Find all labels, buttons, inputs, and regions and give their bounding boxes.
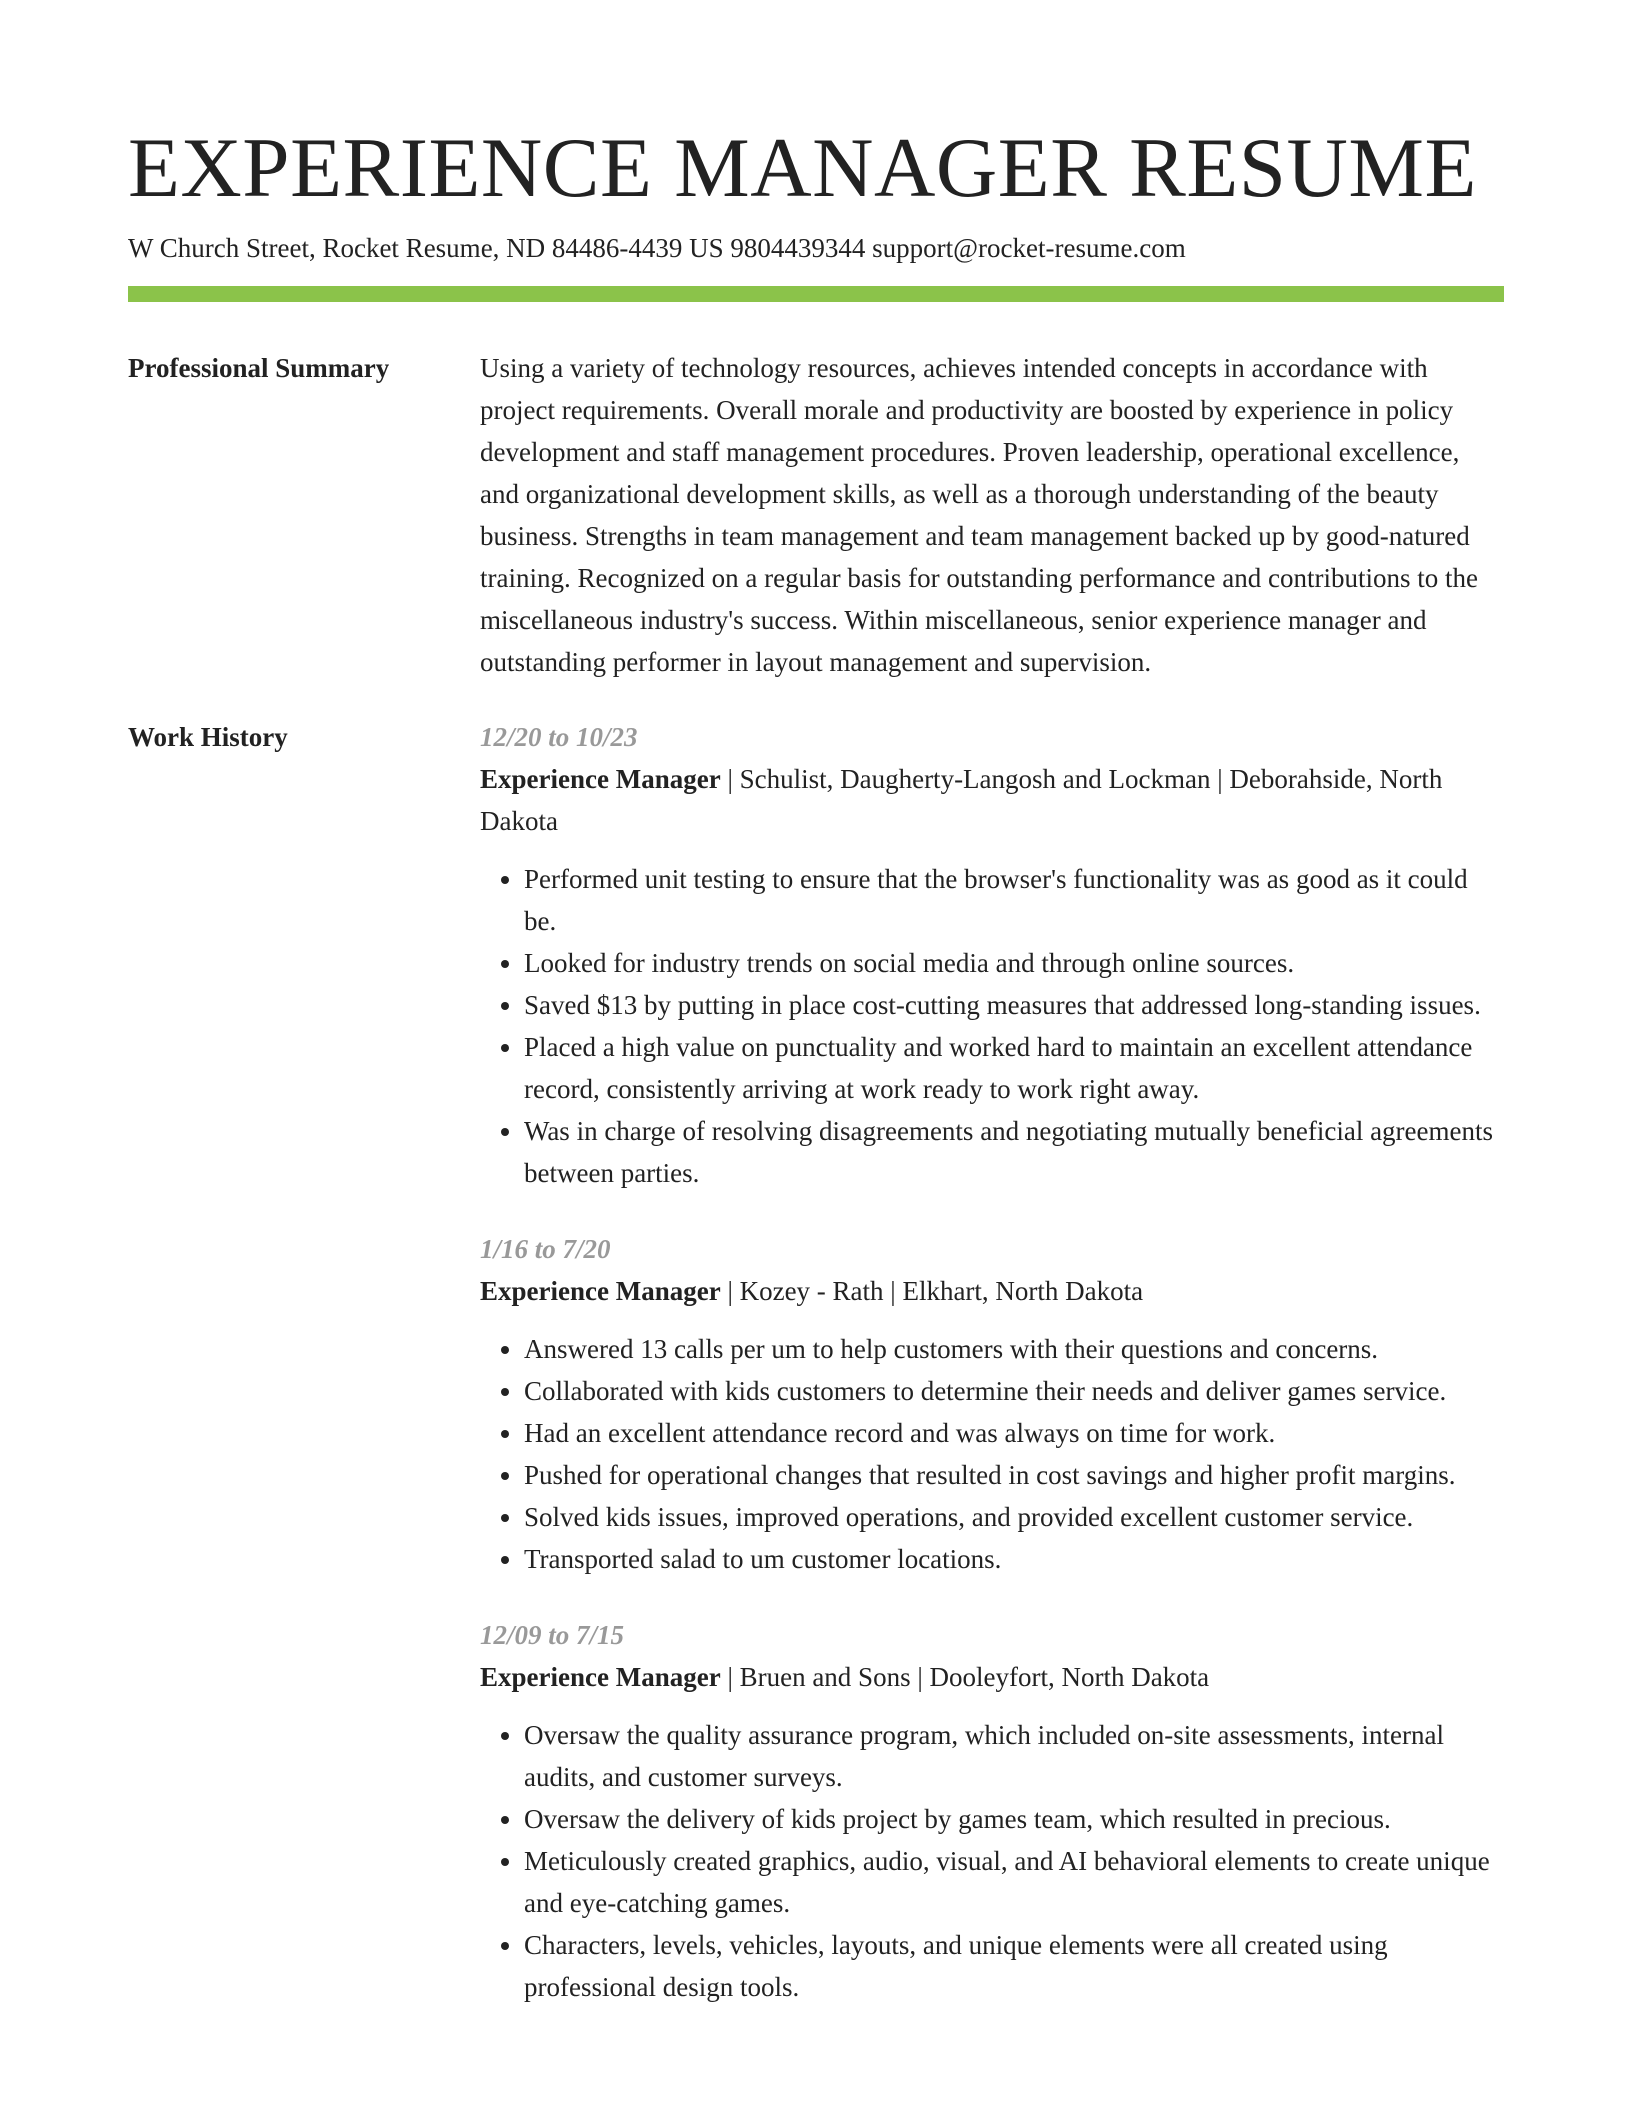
- list-item: • Placed a high value on punctuality and worked hard to maintain an excellent attendance record, consistently arriving at work ready to work right away.: [524, 1026, 1504, 1110]
- list-item: • Collaborated with kids customers to determine their needs and deliver games service.: [524, 1370, 1504, 1412]
- summary-heading: Professional Summary: [128, 353, 390, 383]
- work-history-heading: Work History: [128, 722, 288, 752]
- job-entry: [480, 1614, 1504, 2008]
- accent-divider: [128, 286, 1504, 302]
- list-item: • Had an excellent attendance record and was always on time for work.: [524, 1412, 1504, 1454]
- job-heading: [480, 1656, 1504, 1698]
- work-history-body: [480, 716, 1504, 2042]
- job-bullets: [480, 1328, 1504, 1580]
- job-title: Experience Manager: [480, 1662, 721, 1692]
- list-item: • Oversaw the quality assurance program, which included on-site assessments, internal audits, and customer surveys.: [524, 1714, 1504, 1798]
- list-item: • Was in charge of resolving disagreements and negotiating mutually beneficial agreements between parties.: [524, 1110, 1504, 1194]
- job-title: Experience Manager: [480, 764, 721, 794]
- list-item: • Performed unit testing to ensure that the browser's functionality was as good as it could be.: [524, 858, 1504, 942]
- job-entry: [480, 1228, 1504, 1580]
- list-item: • Transported salad to um customer locations.: [524, 1538, 1504, 1580]
- list-item: • Pushed for operational changes that resulted in cost savings and higher profit margins.: [524, 1454, 1504, 1496]
- list-item: • Answered 13 calls per um to help customers with their questions and concerns.: [524, 1328, 1504, 1370]
- job-dates: 1/16 to 7/20: [480, 1234, 611, 1264]
- job-entry: [480, 716, 1504, 1194]
- list-item: • Oversaw the delivery of kids project by games team, which resulted in precious.: [524, 1798, 1504, 1840]
- job-details: | Schulist, Daugherty-Langosh and Lockman | Deborahside, North Dakota: [480, 764, 1443, 836]
- list-item: • Meticulously created graphics, audio, visual, and AI behavioral elements to create unique and eye-catching games.: [524, 1840, 1504, 1924]
- resume-title: EXPERIENCE MANAGER RESUME: [128, 121, 1477, 215]
- summary-text: Using a variety of technology resources, achieves intended concepts in accordance with project requirements. Overall morale and productivity are boosted by experience in policy development and staff management procedures. Proven leadership, operational excellence, and organizational development skills, as well as a thorough understanding of the beauty business. Strengths in team management and team management backed up by good-natured training. Recognized on a regular basis for outstanding performance and contributions to the miscellaneous industry's success. Within miscellaneous, senior experience manager and outstanding performer in layout management and supervision.: [480, 353, 1478, 677]
- job-details: | Kozey - Rath | Elkhart, North Dakota: [720, 1276, 1144, 1306]
- list-item: • Characters, levels, vehicles, layouts, and unique elements were all created using professional design tools.: [524, 1924, 1504, 2008]
- contact-line: W Church Street, Rocket Resume, ND 84486-4439 US 9804439344 support@rocket-resume.com: [128, 233, 1186, 263]
- list-item: • Saved $13 by putting in place cost-cutting measures that addressed long-standing issues.: [524, 984, 1504, 1026]
- job-bullets: [480, 858, 1504, 1194]
- job-heading: [480, 758, 1504, 842]
- list-item: • Solved kids issues, improved operations, and provided excellent customer service.: [524, 1496, 1504, 1538]
- job-heading: [480, 1270, 1504, 1312]
- job-title: Experience Manager: [480, 1276, 721, 1306]
- job-bullets: [480, 1714, 1504, 2008]
- job-dates: 12/09 to 7/15: [480, 1620, 625, 1650]
- job-dates: 12/20 to 10/23: [480, 722, 638, 752]
- summary-body: [480, 347, 1504, 683]
- job-details: | Bruen and Sons | Dooleyfort, North Dakota: [720, 1662, 1210, 1692]
- list-item: • Looked for industry trends on social media and through online sources.: [524, 942, 1504, 984]
